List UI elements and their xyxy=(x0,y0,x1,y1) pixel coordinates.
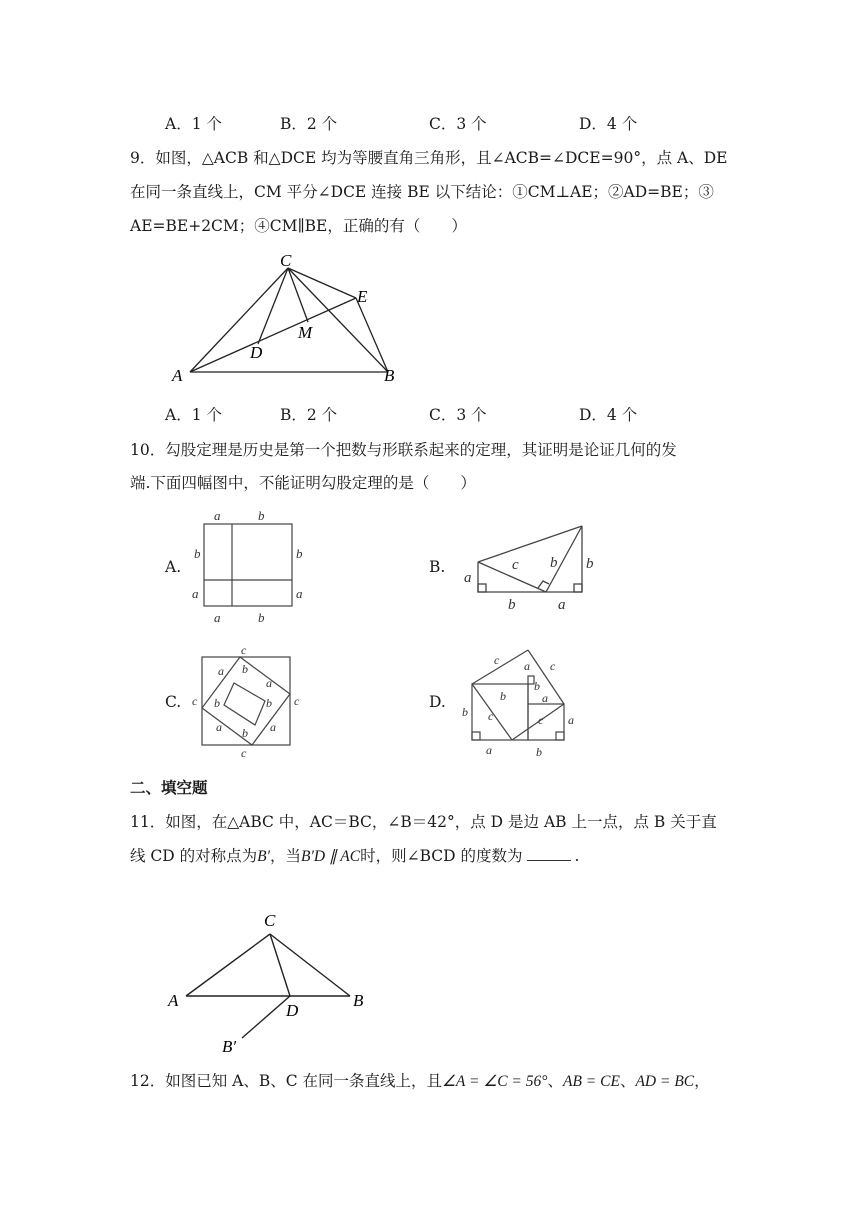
q10-figure-d xyxy=(454,640,584,762)
q10d-bottom-b: b xyxy=(536,745,542,759)
q12-angles: ∠A = ∠C = 56° xyxy=(442,1073,548,1090)
q9-label-m: M xyxy=(298,323,313,342)
q10c-b1: b xyxy=(242,662,248,676)
q10a-left-a: a xyxy=(192,586,199,601)
q10c-left-c: c xyxy=(192,694,198,708)
q11-label-b: B xyxy=(353,991,364,1010)
q10d-c1: c xyxy=(494,653,500,667)
q10d-b2: b xyxy=(534,679,540,693)
q10c-b3: b xyxy=(214,696,220,710)
q8-option-c: C．3 个 xyxy=(429,115,487,133)
q10b-bottom-a: a xyxy=(558,597,566,613)
q12-eq2: AD = BC xyxy=(635,1073,695,1090)
q9-label-c: C xyxy=(280,251,292,270)
q9-option-c: C．3 个 xyxy=(429,406,487,424)
q10b-mid-b: b xyxy=(550,555,558,571)
q10a-top-b: b xyxy=(258,508,265,523)
q11-figure xyxy=(160,906,380,1056)
section-title: 二、填空题 xyxy=(130,779,208,797)
q8-option-b: B．2 个 xyxy=(280,115,338,133)
q9-option-a: A．1 个 xyxy=(165,406,222,424)
q11-label-c: C xyxy=(264,911,276,930)
q10b-c: c xyxy=(512,557,519,573)
q11-line2-mid1: ，当 xyxy=(270,847,302,865)
q9-option-d: D．4 个 xyxy=(579,406,638,424)
q11-label-d: D xyxy=(286,1001,299,1020)
q8-option-d: D．4 个 xyxy=(579,115,638,133)
q11-parallel: B′D ∥ AC xyxy=(301,848,361,865)
q10b-right-b: b xyxy=(586,556,594,572)
q10c-b2: b xyxy=(266,696,272,710)
q10d-bottom-a: a xyxy=(486,743,492,757)
q10-figure-b xyxy=(456,516,606,616)
q11-line-2 xyxy=(130,844,579,866)
q10d-left-b: b xyxy=(462,705,468,719)
q10c-a1: a xyxy=(218,664,224,678)
q9-line-3: AE=BE+2CM；④CM∥BE，正确的有（ ） xyxy=(130,217,467,235)
q9-line-1: 9．如图，△ACB 和△DCE 均为等腰直角三角形，且∠ACB=∠DCE=90°，点 A、DE xyxy=(130,149,728,167)
q12-line-1 xyxy=(130,1069,710,1091)
q10a-bottom-b: b xyxy=(258,610,265,625)
q10c-top-c: c xyxy=(241,643,247,657)
q10c-a2: a xyxy=(266,676,272,690)
q11-line2-pre: 线 CD 的对称点为 xyxy=(130,847,258,865)
q10b-left-a: a xyxy=(464,570,472,586)
q9-label-b: B xyxy=(384,366,395,385)
q10a-right-a: a xyxy=(296,586,303,601)
q8-option-a: A．1 个 xyxy=(165,115,222,133)
q10c-a4: a xyxy=(270,720,276,734)
q10d-b1: b xyxy=(500,689,506,703)
q10c-b4: b xyxy=(242,726,248,740)
q11-line2-mid2: 时，则∠BCD 的度数为 xyxy=(360,847,523,865)
q10b-bottom-b: b xyxy=(508,597,516,613)
q10a-bottom-a: a xyxy=(214,610,221,625)
q12-tail: ， xyxy=(694,1072,710,1090)
q11-label-a: A xyxy=(168,991,179,1010)
q10-option-c-letter: C. xyxy=(165,693,182,711)
q10c-right-c: c xyxy=(294,694,300,708)
q10-figure-a xyxy=(186,506,306,628)
q10d-c4: c xyxy=(538,713,544,727)
q10-option-d-letter: D. xyxy=(429,693,446,711)
q11-label-bprime: B′ xyxy=(222,1037,237,1056)
q9-figure xyxy=(160,250,420,390)
q10-line-2: 端.下面四幅图中，不能证明勾股定理的是（ ） xyxy=(130,474,476,492)
q10-option-b-letter: B. xyxy=(429,558,446,576)
q9-label-d: D xyxy=(250,343,263,362)
q12-eq1: AB = CE xyxy=(562,1073,620,1090)
q11-line2-end: . xyxy=(574,847,580,865)
q10-option-a-letter: A. xyxy=(165,558,182,576)
q9-option-b: B．2 个 xyxy=(280,406,338,424)
q11-bprime: B′ xyxy=(257,848,271,865)
q10d-c3: c xyxy=(488,709,494,723)
q9-label-a: A xyxy=(172,366,183,385)
answer-blank[interactable] xyxy=(527,846,571,861)
q10c-a3: a xyxy=(216,720,222,734)
q11-line-1: 11．如图，在△ABC 中，AC＝BC，∠B＝42°，点 D 是边 AB 上一点，点 B 关于直 xyxy=(130,813,717,831)
q10d-right-a: a xyxy=(568,713,574,727)
q12-pre: 12．如图已知 A、B、C 在同一条直线上，且 xyxy=(130,1072,443,1090)
q10a-top-a: a xyxy=(214,508,221,523)
q9-label-e: E xyxy=(357,287,368,306)
q10d-c2: c xyxy=(550,659,556,673)
q10d-a1: a xyxy=(524,659,530,673)
q12-sep2: 、 xyxy=(619,1072,636,1090)
q10a-right-b: b xyxy=(296,546,303,561)
q12-sep1: 、 xyxy=(547,1072,563,1090)
q10-figure-c xyxy=(186,643,306,761)
q10-line-1: 10．勾股定理是历史是第一个把数与形联系起来的定理，其证明是论证几何的发 xyxy=(130,441,677,459)
q9-line-2: 在同一条直线上，CM 平分∠DCE 连接 BE 以下结论：①CM⊥AE；②AD=BE；③ xyxy=(130,183,714,201)
q10a-left-b: b xyxy=(194,546,201,561)
q10d-a2: a xyxy=(542,691,548,705)
q10c-bottom-c: c xyxy=(241,746,247,760)
